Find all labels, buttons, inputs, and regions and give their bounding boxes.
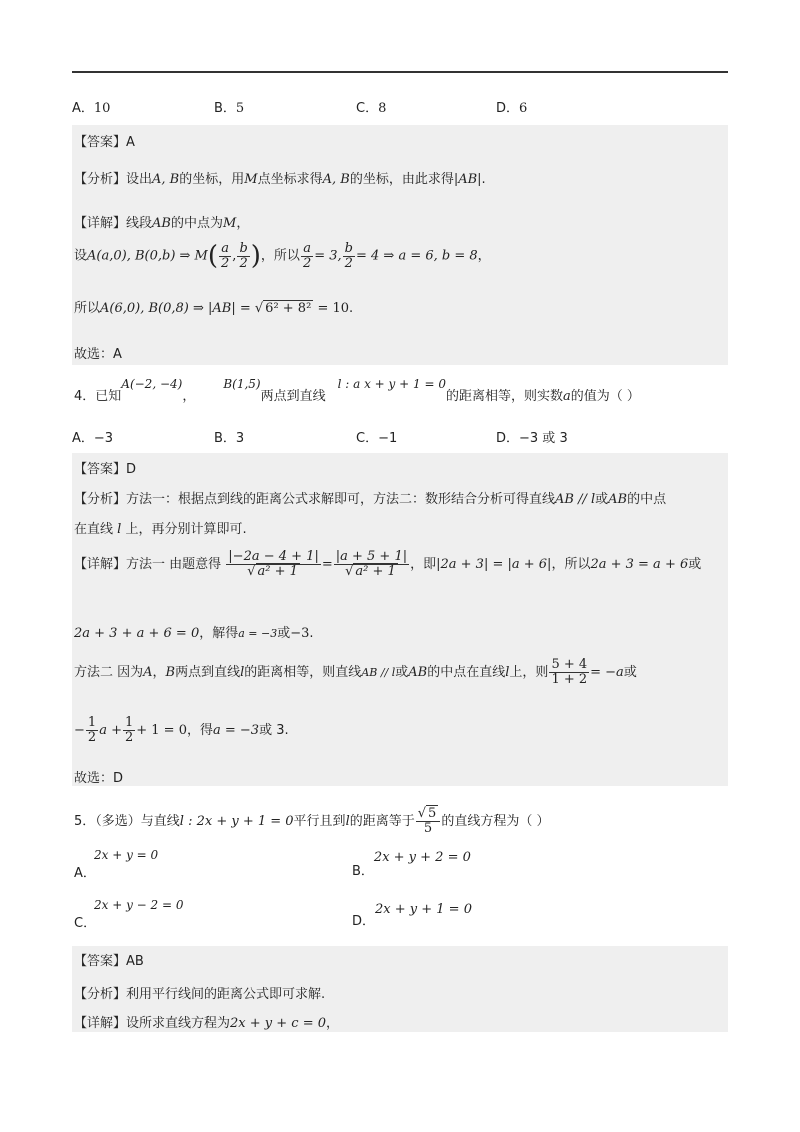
header-rule xyxy=(72,71,728,73)
q3-analysis: 【分析】设出A, B的坐标，用M点坐标求得A, B的坐标，由此求得|AB|. xyxy=(74,172,486,187)
q4-analysis-line2: 在直线 l 上，再分别计算即可. xyxy=(74,522,247,537)
q4-answer: 【答案】D xyxy=(74,462,137,477)
q5-analysis: 【分析】利用平行线间的距离公式即可求解. xyxy=(74,987,326,1002)
q4-option-b: B．3 xyxy=(214,431,245,446)
q3-option-a: A．10 xyxy=(72,101,111,116)
q3-detail-line1: 【详解】线段AB的中点为M， xyxy=(74,216,250,231)
q5-option-c: 2x + y − 2 = 0 C． xyxy=(74,898,184,931)
q3-answer: 【答案】A xyxy=(74,135,135,150)
q5-detail: 【详解】设所求直线方程为2x + y + c = 0， xyxy=(74,1016,340,1031)
q4-question: 4．已知A(−2, −4)，B(1,5)两点到直线l : a x + y + 1 = 0的距离相等，则实数a的值为（ ） xyxy=(74,377,640,404)
q4-analysis-line1: 【分析】方法一：根据点到线的距离公式求解即可，方法二：数形结合分析可得直线AB // l或AB的中点 xyxy=(74,492,667,507)
q5-question: 5．（多选）与直线l : 2x + y + 1 = 0平行且到l的距离等于 $\frac{√ 5}{5}$ 的直线方程为（ ） xyxy=(74,806,550,836)
q5-option-a: 2x + y = 0 A． xyxy=(74,848,159,881)
q5-option-d: D．2x + y + 1 = 0 xyxy=(352,902,472,929)
q4-detail-line4: − $\frac{1}{2}$ a + $\frac{1}{2}$ + 1 = 0，得a = −3或 3. xyxy=(74,715,289,745)
q4-option-c: C．−1 xyxy=(356,431,398,446)
q4-detail-line2: 2a + 3 + a + 6 = 0，解得a = −3或−3. xyxy=(74,626,314,641)
q3-option-d: D．6 xyxy=(496,101,528,116)
q3-detail-line3: 所以A(6,0), B(0,8) ⇒ |AB| = √ 6² + 8² = 10. xyxy=(74,301,354,316)
q3-option-c: C．8 xyxy=(356,101,387,116)
q5-option-b: B．2x + y + 2 = 0 xyxy=(352,850,471,879)
q3-choice: 故选：A xyxy=(74,347,122,362)
q4-choice: 故选：D xyxy=(74,771,124,786)
q4-option-a: A．−3 xyxy=(72,431,114,446)
q3-option-b: B．5 xyxy=(214,101,245,116)
q5-answer: 【答案】AB xyxy=(74,954,144,969)
q4-option-d: D．−3 或 3 xyxy=(496,431,568,446)
q3-detail-line2: 设A(a,0), B(0,b) ⇒ M( $\frac{a}{2}$ , $\frac{b}{2}$ )，所以 $\frac{a}{2}$ = 3, $\frac{b}{2}$ = 4 ⇒ a = 6, b = 8， xyxy=(74,240,491,271)
q4-detail-line1: 【详解】方法一 由题意得 $\frac{|-2a - 4 + 1|}{\text{√ a² + 1}}$ = $\frac{|a + 5 + 1|}{\text{√ a² + 1}}$ ，即|2a + 3| = |a + 6|，所以2a + 3 = a + 6或 xyxy=(74,549,702,579)
q4-detail-line3: 方法二 因为A，B两点到直线l的距离相等，则直线AB // l或AB的中点在直线l上，则 $\frac{5 + 4}{1 + 2}$ = −a或 xyxy=(74,657,637,687)
